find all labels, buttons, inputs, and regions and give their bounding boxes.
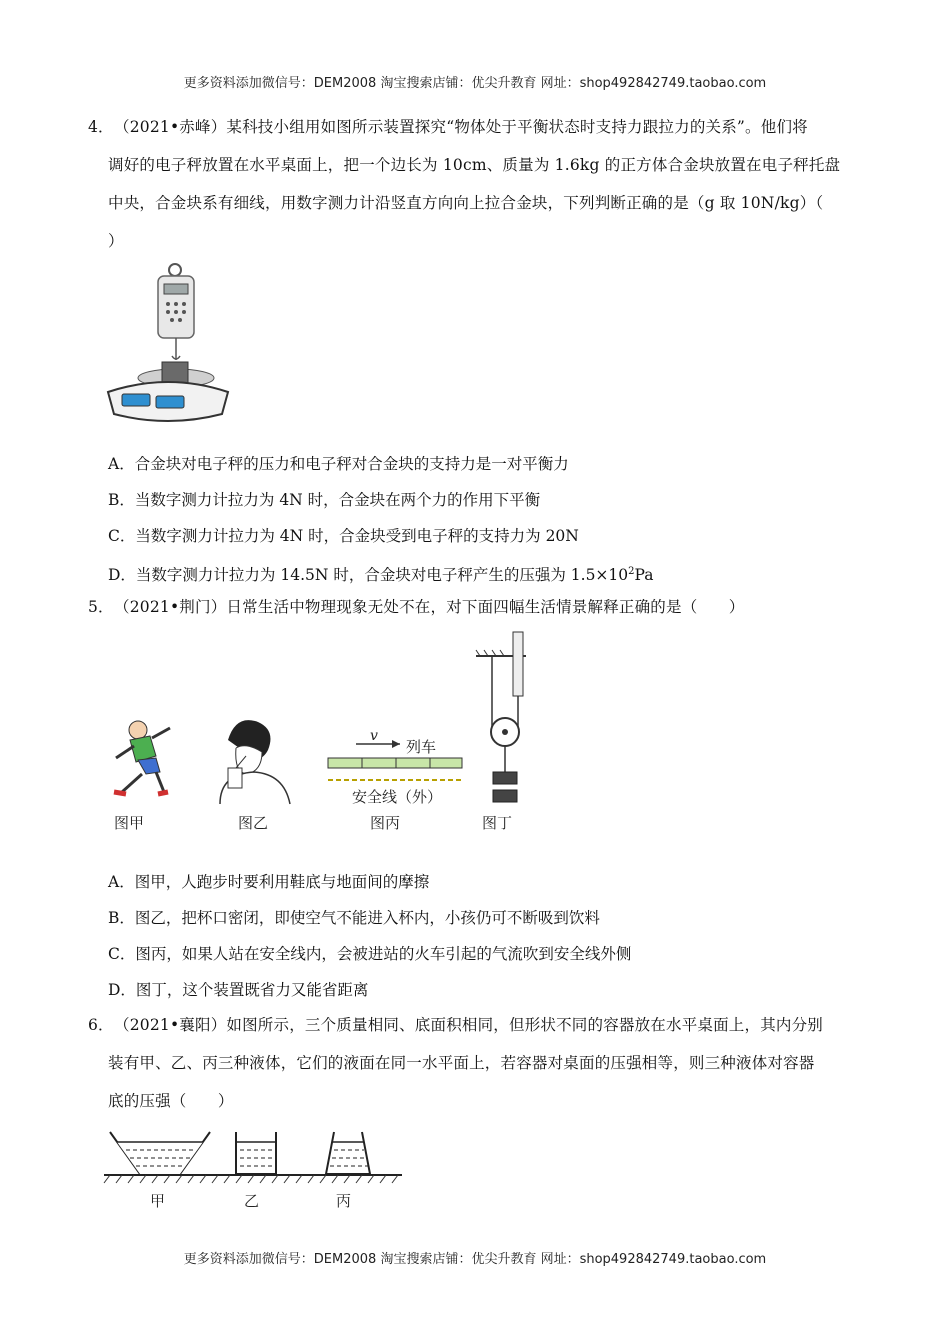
question-5-option-c: C．图丙，如果人站在安全线内，会被进站的火车引起的气流吹到安全线外侧 [108, 945, 632, 963]
question-5-figure [100, 628, 560, 838]
container-jia [110, 1132, 210, 1174]
question-4-text [88, 108, 866, 260]
train-platform-illustration [328, 728, 462, 806]
figure-label-yi: 图乙 [238, 814, 269, 832]
runner-illustration [114, 721, 170, 794]
question-4-option-d: D．当数字测力计拉力为 14.5N 时，合金块对电子秤产生的压强为 $1.5\times 10^2Pa$ [108, 566, 654, 585]
question-6-line-1: 6．（2021•襄阳）如图所示，三个质量相同、底面积相同，但形状不同的容器放在水平桌面上，其内分别 [88, 1006, 866, 1044]
question-4-figure [100, 260, 230, 430]
question-4-line-4: ） [108, 232, 124, 250]
question-6-text [88, 1006, 866, 1120]
question-6-figure [100, 1122, 410, 1218]
boy-drinking-illustration [220, 720, 290, 804]
pulley-illustration [476, 632, 526, 802]
container-bing [326, 1132, 370, 1174]
weight-block-1 [493, 772, 517, 784]
figure-label-jia: 图甲 [114, 814, 145, 832]
train-label: 列车 [406, 738, 437, 756]
velocity-label: v [370, 728, 378, 744]
question-5-option-a: A．图甲，人跑步时要利用鞋底与地面间的摩擦 [108, 873, 430, 891]
question-4-line-2: 调好的电子秤放置在水平桌面上，把一个边长为 10cm、质量为 1.6kg 的正方体合金块放置在电子秤托盘 [108, 156, 841, 174]
container-label-bing: 丙 [336, 1192, 352, 1210]
force-meter-display [164, 284, 188, 294]
question-4-line-1: 4．（2021•赤峰）某科技小组用如图所示装置探究“物体处于平衡状态时支持力跟拉力的关系”。他们将 [88, 108, 866, 146]
spring-scale [513, 632, 523, 696]
question-4-option-c: C．当数字测力计拉力为 4N 时，合金块受到电子秤的支持力为 20N [108, 527, 579, 545]
question-4-number: 4． [88, 118, 114, 136]
question-4-line-3: 中央，合金块系有细线，用数字测力计沿竖直方向向上拉合金块，下列判断正确的是（g 取 10N/kg）（ [108, 194, 824, 212]
question-4-option-a: A．合金块对电子秤的压力和电子秤对合金块的支持力是一对平衡力 [108, 455, 569, 473]
scale-display-left [122, 394, 150, 406]
question-5-option-b: B．图乙，把杯口密闭，即使空气不能进入杯内，小孩仍可不断吸到饮料 [108, 909, 600, 927]
question-5-text [88, 588, 866, 626]
container-label-jia: 甲 [150, 1192, 166, 1210]
figure-label-ding: 图丁 [482, 814, 513, 832]
force-meter-ring-icon [169, 264, 181, 276]
table-hatching [104, 1175, 398, 1183]
question-4-option-b: B．当数字测力计拉力为 4N 时，合金块在两个力的作用下平衡 [108, 491, 541, 509]
container-yi [236, 1132, 276, 1174]
alloy-block [162, 362, 188, 384]
velocity-arrow-icon [392, 740, 400, 748]
question-5-line-1: 5．（2021•荆门）日常生活中物理现象无处不在，对下面四幅生活情景解释正确的是（ ） [88, 588, 866, 626]
container-label-yi: 乙 [244, 1192, 260, 1210]
question-6-line-2: 装有甲、乙、丙三种液体，它们的液面在同一水平面上，若容器对桌面的压强相等，则三种液体对容器 [108, 1054, 815, 1072]
figure-label-bing: 图丙 [370, 814, 401, 832]
safety-line-label: 安全线（外） [352, 788, 443, 806]
question-6-line-3: 底的压强（ ） [108, 1092, 234, 1110]
question-6-number: 6． [88, 1016, 114, 1034]
weight-block-2 [493, 790, 517, 802]
question-5-number: 5． [88, 598, 114, 616]
exponent: 2 [628, 566, 635, 577]
page-header: 更多资料添加微信号：DEM2008 淘宝搜索店铺：优尖升教育 网址：shop492842749.taobao.com [183, 76, 767, 91]
question-5-option-d: D．图丁，这个装置既省力又能省距离 [108, 981, 369, 999]
scale-display-right [156, 396, 184, 408]
page-footer: 更多资料添加微信号：DEM2008 淘宝搜索店铺：优尖升教育 网址：shop492842749.taobao.com [183, 1252, 767, 1267]
